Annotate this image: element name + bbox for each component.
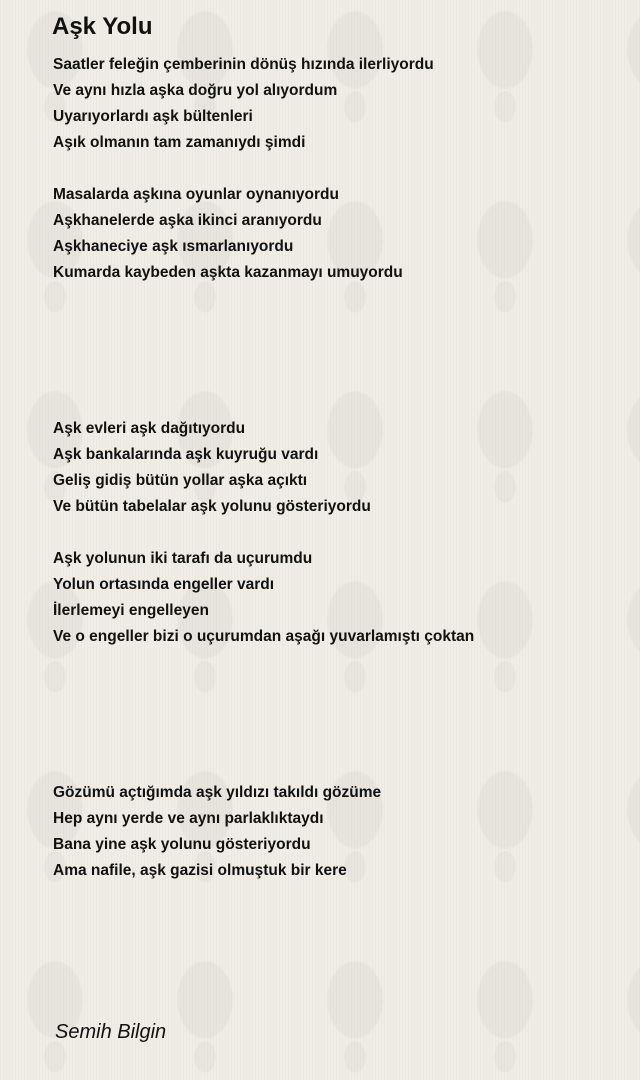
poem-line: Geliş gidiş bütün yollar aşka açıktı — [53, 472, 308, 489]
poem-line: Aşkhanelerde aşka ikinci aranıyordu — [53, 212, 322, 229]
poem-line: Ve o engeller bizi o uçurumdan aşağı yuvarlamıştı çoktan — [53, 628, 475, 645]
stanza-gap — [53, 650, 623, 780]
poem-line: Hep aynı yerde ve aynı parlaklıktaydı — [53, 810, 324, 827]
poem-line: Aşk bankalarında aşk kuyruğu vardı — [53, 446, 319, 463]
stanza-5 — [53, 780, 623, 884]
poem-line: Saatler feleğin çemberinin dönüş hızında ilerliyordu — [53, 56, 434, 73]
stanza-2 — [53, 182, 623, 286]
poem-line: Gözümü açtığımda aşk yıldızı takıldı gözüme — [53, 784, 382, 801]
author-signature: Semih Bilgin — [55, 1021, 167, 1043]
stanza-gap — [53, 156, 623, 182]
poem-line: Aşkhaneciye aşk ısmarlanıyordu — [53, 238, 294, 255]
stanza-gap — [53, 520, 623, 546]
poem-line: Ve aynı hızla aşka doğru yol alıyordum — [53, 82, 338, 99]
poem-body — [53, 52, 623, 884]
poem-line: İlerlemeyi engelleyen — [53, 602, 209, 619]
stanza-3 — [53, 416, 623, 520]
poem-line: Uyarıyorlardı aşk bültenleri — [53, 108, 253, 125]
poem-line: Aşk evleri aşk dağıtıyordu — [53, 420, 246, 437]
poem-title: Aşk Yolu — [52, 13, 153, 40]
poem-line: Ve bütün tabelalar aşk yolunu gösteriyordu — [53, 498, 371, 515]
stanza-4 — [53, 546, 623, 650]
poem-line: Ama nafile, aşk gazisi olmuştuk bir kere — [53, 862, 347, 879]
poem-line: Kumarda kaybeden aşkta kazanmayı umuyordu — [53, 264, 403, 281]
poem-line: Yolun ortasında engeller vardı — [53, 576, 275, 593]
poem-line: Bana yine aşk yolunu gösteriyordu — [53, 836, 311, 853]
stanza-gap — [53, 286, 623, 416]
poem-line: Aşk yolunun iki tarafı da uçurumdu — [53, 550, 313, 567]
poem-line: Aşık olmanın tam zamanıydı şimdi — [53, 134, 306, 151]
poem-line: Masalarda aşkına oyunlar oynanıyordu — [53, 186, 339, 203]
stanza-1 — [53, 52, 623, 156]
